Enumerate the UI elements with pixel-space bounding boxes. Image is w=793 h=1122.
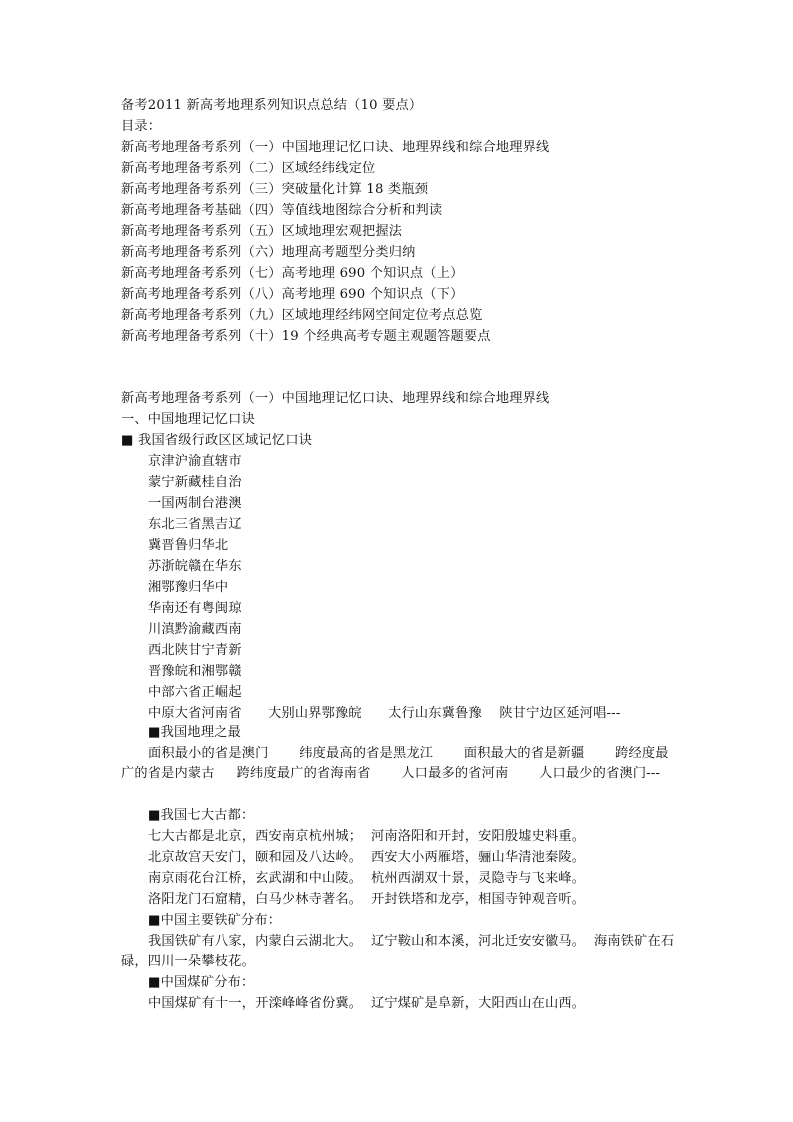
toc-item: 新高考地理备考系列（七）高考地理 690 个知识点（上）: [121, 266, 464, 281]
rhyme-line: 湘鄂豫归华中: [148, 580, 229, 595]
toc-item: 新高考地理备考系列（一）中国地理记忆口诀、地理界线和综合地理界线: [121, 140, 550, 155]
subheading-provinces: ■ 我国省级行政区区域记忆口诀: [121, 433, 313, 448]
toc-item: 新高考地理备考系列（三）突破量化计算 18 类瓶颈: [121, 182, 429, 197]
capitals-line: 七大古都是北京，西安南京杭州城； 河南洛阳和开封，安阳殷墟史料重。: [148, 829, 586, 844]
subheading-coal: ■中国煤矿分布：: [148, 975, 255, 990]
toc-item: 新高考地理备考系列（六）地理高考题型分类归纳: [121, 245, 416, 260]
superlatives-paragraph: 面积最小的省是澳门 纬度最高的省是黑龙江 面积最大的省是新疆 跨经度最广的省是内蒙古 跨纬度最广的省海南省 人口最多的省河南 人口最少的省澳门---: [121, 746, 669, 781]
doc-title: 备考2011 新高考地理系列知识点总结（10 要点）: [121, 98, 423, 113]
subheading-capitals: ■我国七大古都：: [148, 808, 255, 823]
subheading-iron: ■中国主要铁矿分布：: [148, 913, 282, 928]
rhyme-line: 东北三省黑吉辽: [148, 517, 242, 532]
part-heading: 一、中国地理记忆口诀: [121, 412, 255, 427]
rhyme-line: 中部六省正崛起: [148, 685, 242, 700]
rhyme-line: 川滇黔渝藏西南: [148, 622, 242, 637]
toc-item: 新高考地理备考系列（十）19 个经典高考专题主观题答题要点: [121, 329, 491, 344]
capitals-line: 洛阳龙门石窟精，白马少林寺著名。 开封铁塔和龙亭，相国寺钟观音听。: [148, 892, 586, 907]
capitals-line: 南京雨花台江桥，玄武湖和中山陵。 杭州西湖双十景，灵隐寺与飞来峰。: [148, 871, 586, 886]
rhyme-line: 中原大省河南省 大别山界鄂豫皖 太行山东冀鲁豫 陕甘宁边区延河唱---: [148, 706, 621, 721]
capitals-line: 北京故宫天安门，颐和园及八达岭。 西安大小两雁塔，骊山华清池秦陵。: [148, 850, 586, 865]
rhyme-line: 一国两制台港澳: [148, 496, 242, 511]
coal-paragraph: 中国煤矿有十一，开滦峰峰省份冀。 辽宁煤矿是阜新，大阳西山在山西。: [148, 996, 586, 1011]
rhyme-line: 京津沪渝直辖市: [148, 454, 242, 469]
toc-item: 新高考地理备考基础（四）等值线地图综合分析和判读: [121, 203, 443, 218]
subheading-superlatives: ■我国地理之最: [148, 725, 241, 740]
section-title: 新高考地理备考系列（一）中国地理记忆口诀、地理界线和综合地理界线: [121, 391, 550, 406]
toc-item: 新高考地理备考系列（五）区域地理宏观把握法: [121, 224, 403, 239]
rhyme-line: 华南还有粤闽琼: [148, 601, 242, 616]
iron-paragraph: 我国铁矿有八家，内蒙白云湖北大。 辽宁鞍山和本溪，河北迁安安徽马。 海南铁矿在石碌，四川一朵攀枝花。: [121, 934, 675, 969]
toc-item: 新高考地理备考系列（九）区域地理经纬网空间定位考点总览: [121, 308, 483, 323]
rhyme-line: 晋豫皖和湘鄂赣: [148, 664, 242, 679]
toc-item: 新高考地理备考系列（二）区域经纬线定位: [121, 161, 376, 176]
toc-item: 新高考地理备考系列（八）高考地理 690 个知识点（下）: [121, 287, 464, 302]
rhyme-line: 苏浙皖赣在华东: [148, 559, 242, 574]
rhyme-line: 冀晋鲁归华北: [148, 538, 229, 553]
rhyme-line: 西北陕甘宁青新: [148, 643, 242, 658]
rhyme-line: 蒙宁新藏桂自治: [148, 475, 242, 490]
toc-heading: 目录：: [121, 119, 162, 134]
